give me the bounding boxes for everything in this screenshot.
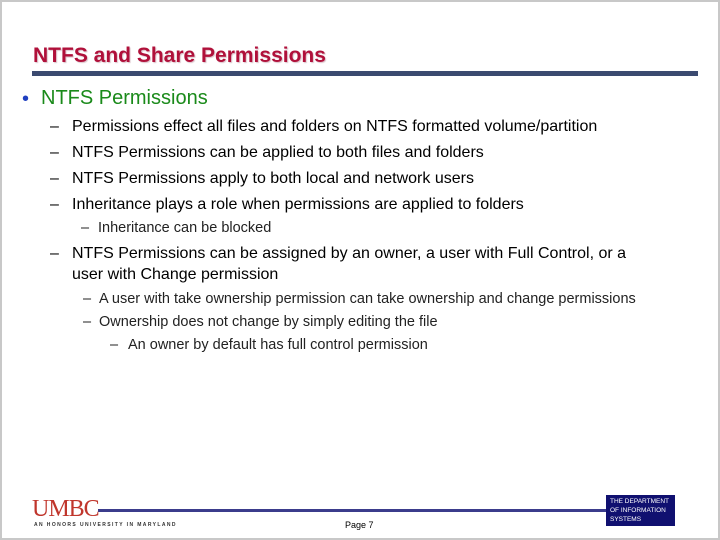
list-item: Ownership does not change by simply editing the file — [99, 314, 438, 330]
bullet-icon: • — [22, 88, 30, 110]
dept-line: SYSTEMS — [610, 516, 642, 523]
department-logo — [606, 495, 675, 526]
dash-icon: – — [110, 337, 119, 353]
dash-icon: – — [50, 144, 59, 161]
footer-rule — [98, 509, 608, 512]
umbc-tagline: AN HONORS UNIVERSITY IN MARYLAND — [34, 522, 177, 528]
list-item: A user with take ownership permission can take ownership and change permissions — [99, 291, 636, 307]
umbc-logo: UMBC — [32, 496, 99, 522]
list-item: NTFS Permissions can be assigned by an owner, a user with Full Control, or a — [72, 245, 627, 262]
dept-line: OF INFORMATION — [610, 507, 666, 514]
slide-title: NTFS and Share Permissions — [33, 44, 326, 67]
dash-icon: – — [50, 118, 59, 135]
dash-icon: – — [81, 220, 90, 236]
list-item-continued: user with Change permission — [72, 266, 279, 283]
dash-icon: – — [50, 170, 59, 187]
list-item: NTFS Permissions apply to both local and network users — [72, 170, 474, 187]
list-item: Inheritance can be blocked — [98, 220, 272, 236]
list-item: An owner by default has full control permission — [128, 337, 428, 353]
list-item: NTFS Permissions can be applied to both files and folders — [72, 144, 484, 161]
dept-line: THE DEPARTMENT — [610, 498, 669, 505]
list-item: Inheritance plays a role when permissions are applied to folders — [72, 196, 524, 213]
bullet-ntfs-permissions: NTFS Permissions — [41, 87, 208, 109]
title-rule — [32, 71, 698, 76]
list-item: Permissions effect all files and folders on NTFS formatted volume/partition — [72, 118, 598, 135]
page-number: Page 7 — [345, 520, 374, 530]
dash-icon: – — [50, 196, 59, 213]
dash-icon: – — [83, 314, 92, 330]
dash-icon: – — [50, 245, 59, 262]
dash-icon: – — [83, 291, 92, 307]
